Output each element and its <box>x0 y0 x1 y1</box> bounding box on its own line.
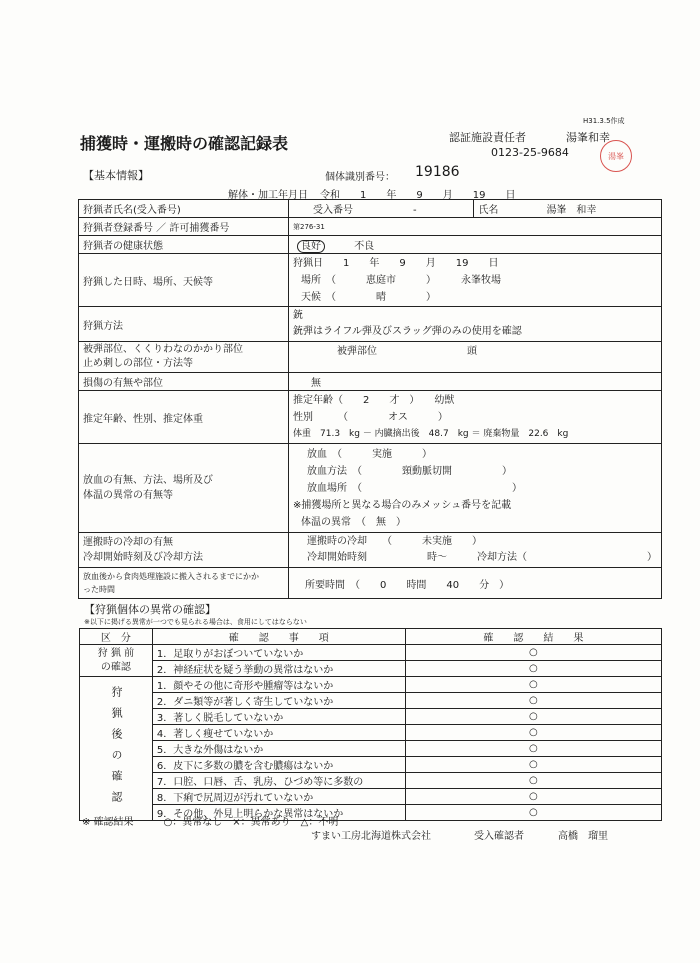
accept-no-cell: 受入番号 - <box>289 200 474 218</box>
check-result: ○ <box>405 757 661 773</box>
seal-stamp: 湯峯 <box>600 140 632 172</box>
check-result: ○ <box>405 789 661 805</box>
table-row <box>79 218 662 236</box>
table-row <box>80 693 662 709</box>
check-item: 4．著しく痩せていないか <box>152 725 405 741</box>
date-value: 令和 1 年 9 月 19 日 <box>320 190 516 201</box>
table-row <box>79 391 662 444</box>
basic-section-title: 【基本情報】 <box>83 169 149 182</box>
table-row <box>80 789 662 805</box>
check-item: 7．口腔、口唇、舌、乳房、ひづめ等に多数の <box>152 773 405 789</box>
col-item: 確 認 事 項 <box>152 629 405 645</box>
cool-cell: 運搬時の冷却 （ 未実施 ） 冷却開始時刻 時～ 冷却方法（ ） <box>289 533 662 568</box>
check-result: ○ <box>405 709 661 725</box>
post-hunt-label: 狩猟後の確認 <box>80 677 153 821</box>
id-value: 19186 <box>415 164 460 180</box>
table-row <box>80 629 662 645</box>
check-item: 9．その他、外見上明らかな異常はないか <box>152 805 405 821</box>
health-label: 狩猟者の健康状態 <box>79 236 289 254</box>
receiver-name: 高橋 瑠里 <box>558 831 608 842</box>
table-row <box>79 533 662 568</box>
hit-label: 被弾部位、くくりわなのかかり部位 止め刺しの部位・方法等 <box>79 342 289 373</box>
reg-value: 第276-31 <box>289 218 662 236</box>
col-result: 確 認 結 果 <box>405 629 661 645</box>
hit-value: 被弾部位 頭 <box>289 342 662 373</box>
estimate-cell: 推定年齢（ 2 才 ） 幼獣 性別 （ オス ） 体重 71.3 kg － 内臓摘出後 48.7 kg ＝ 廃棄物量 22.6 kg <box>289 391 662 444</box>
table-row <box>80 645 662 661</box>
check-result: ○ <box>405 645 661 661</box>
check-result: ○ <box>405 725 661 741</box>
table-row <box>79 373 662 391</box>
check-section-title: 【狩猟個体の異常の確認】 <box>84 603 216 616</box>
pre-hunt-label: 狩 猟 前 の確認 <box>80 645 153 677</box>
check-result: ○ <box>405 693 661 709</box>
table-row <box>79 236 662 254</box>
reg-label: 狩猟者登録番号 ／ 許可捕獲番号 <box>79 218 289 236</box>
check-result: ○ <box>405 805 661 821</box>
check-table <box>79 628 662 821</box>
check-item: 6．皮下に多数の膿を含む膿瘍はないか <box>152 757 405 773</box>
table-row <box>80 677 662 693</box>
date-label: 解体・加工年月日 <box>228 190 308 201</box>
check-result: ○ <box>405 661 661 677</box>
table-row <box>79 200 662 218</box>
check-item: 8．下痢で尻周辺が汚れていないか <box>152 789 405 805</box>
receiver-label: 受入確認者 <box>474 831 524 842</box>
health-cell: 良好 不良 <box>289 236 662 254</box>
responsible-label: 認証施設責任者 <box>449 131 526 144</box>
damage-label: 損傷の有無や部位 <box>79 373 289 391</box>
table-row <box>80 773 662 789</box>
responsible-name: 湯峯和幸 <box>566 131 610 144</box>
col-kubun: 区 分 <box>80 629 153 645</box>
id-label: 個体識別番号： <box>325 172 395 183</box>
check-item: 2．神経症状を疑う挙動の異常はないか <box>152 661 405 677</box>
page-title: 捕獲時・運搬時の確認記録表 <box>80 134 289 153</box>
check-item: 5．大きな外傷はないか <box>152 741 405 757</box>
check-note: ※以下に掲げる異常が一つでも見られる場合は、食用にしてはならない <box>84 618 307 626</box>
cool-label: 運搬時の冷却の有無 冷却開始時刻及び冷却方法 <box>79 533 289 568</box>
table-row <box>80 661 662 677</box>
hunt-when-cell: 狩猟日 1 年 9 月 19 日 場所 （ 恵庭市 ） 永峯牧場 天候 （ 晴 ） <box>289 254 662 307</box>
name-cell: 氏名 湯峯 和幸 <box>474 200 662 218</box>
table-row <box>79 568 662 599</box>
check-item: 2．ダニ類等が著しく寄生していないか <box>152 693 405 709</box>
table-row <box>80 741 662 757</box>
time-label: 放血後から食肉処理施設に搬入されるまでにかか った時間 <box>79 568 289 599</box>
table-row <box>80 757 662 773</box>
check-result: ○ <box>405 741 661 757</box>
check-result: ○ <box>405 773 661 789</box>
hunt-when-label: 狩猟した日時、場所、天候等 <box>79 254 289 307</box>
company-name: すまい工房北海道株式会社 <box>311 831 431 842</box>
method-cell: 銃 銃弾はライフル弾及びスラッグ弾のみの使用を確認 <box>289 307 662 342</box>
check-result: ○ <box>405 677 661 693</box>
blood-label: 放血の有無、方法、場所及び 体温の異常の有無等 <box>79 444 289 533</box>
phone-number: 0123-25-9684 <box>491 146 569 159</box>
table-row <box>79 444 662 533</box>
result-legend: ※ 確認結果 ○：異常なし ×：異常あり △：不明 <box>82 817 339 828</box>
table-row <box>79 254 662 307</box>
estimate-label: 推定年齢、性別、推定体重 <box>79 391 289 444</box>
method-label: 狩猟方法 <box>79 307 289 342</box>
basic-info-table <box>78 199 662 599</box>
table-row <box>79 307 662 342</box>
check-item: 1．顔やその他に奇形や腫瘤等はないか <box>152 677 405 693</box>
time-value: 所要時間 （ 0 時間 40 分 ） <box>289 568 662 599</box>
blood-cell: 放血 （ 実施 ） 放血方法 （ 頸動脈切開 ） 放血場所 （ ） ※捕獲場所と異なる場合のみメッシュ番号を記載 体温の異常 （ 無 ） <box>289 444 662 533</box>
table-row <box>80 725 662 741</box>
hunter-name-label: 狩猟者氏名(受入番号) <box>79 200 289 218</box>
damage-value: 無 <box>289 373 662 391</box>
created-date: H31.3.5作成 <box>583 117 625 125</box>
check-item: 1．足取りがおぼついていないか <box>152 645 405 661</box>
table-row <box>80 709 662 725</box>
table-row <box>79 342 662 373</box>
check-item: 3．著しく脱毛していないか <box>152 709 405 725</box>
